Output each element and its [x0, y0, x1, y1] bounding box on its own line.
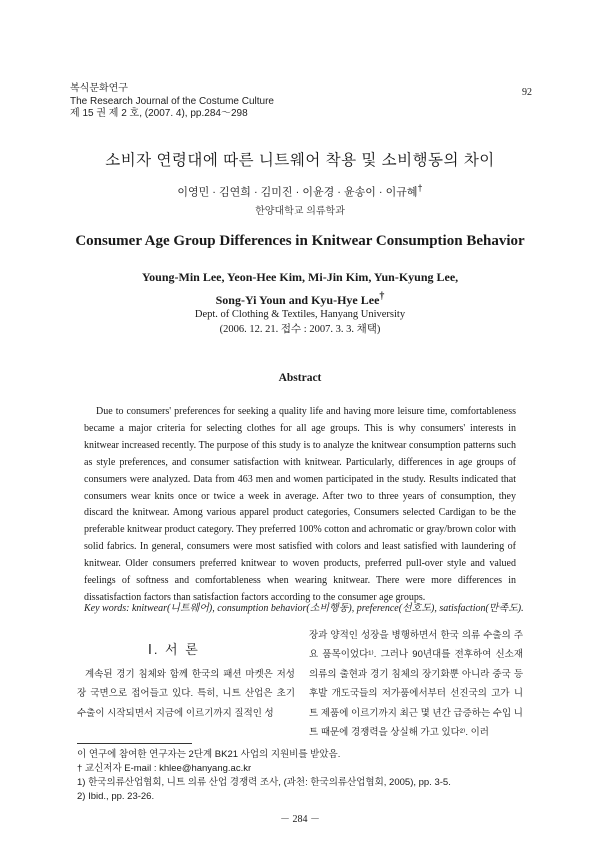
keywords: Key words: knitwear(니트웨어), consumption behavior(소비행동), preference(선호도), satisfaction(만족도). [84, 603, 524, 614]
authors-korean-names: 이영민 · 김연희 · 김미진 · 이윤경 · 윤송이 · 이규혜 [177, 186, 418, 199]
received-accepted-dates: (2006. 12. 21. 접수 : 2007. 3. 3. 채택) [219, 324, 381, 335]
footnote-funding: 이 연구에 참여한 연구자는 2단계 BK21 사업의 지원비를 받았음. [77, 749, 341, 760]
footnote-1: 1) 한국의류산업협회, 니트 의류 산업 경쟁력 조사, (과천: 한국의류산업협회, 2005), pp. 3-5. [77, 777, 451, 788]
footnote-email: † 교신저자 E-mail : khlee@hanyang.ac.kr [77, 763, 252, 774]
authors-english-line2: Song-Yi Youn and Kyu-Hye Lee [215, 293, 380, 307]
affiliation-korean: 한양대학교 의류학과 [255, 206, 345, 217]
authors-korean [0, 183, 600, 200]
footnote-2: 2) Ibid., pp. 23-26. [77, 791, 155, 802]
title-english: Consumer Age Group Differences in Knitwear Consumption Behavior [75, 233, 525, 249]
title-korean: 소비자 연령대에 따른 니트웨어 착용 및 소비행동의 차이 [105, 152, 495, 169]
journal-name-korean: 복식문화연구 [70, 83, 128, 94]
journal-name-english: The Research Journal of the Costume Culture [70, 95, 274, 107]
body-text-right-column: 장과 양적인 성장을 병행하면서 한국 의류 수출의 주요 품목이었다¹⁾. 그러나 90년대를 전후하여 신소재 의류의 출현과 경기 침체의 장기화뿐 아니라 중국 등 후발 개도국들의 저가품에서부터 선진국의 고가 니트 제품에 이르기까지 최근 몇 년간 급증하는 수입 니트 때문에 경쟁력을 상실해 가고 있다²⁾. 이러 [309, 630, 523, 739]
body-text-left-column: 계속된 경기 침체와 함께 한국의 패션 마켓은 저성장 국면으로 접어들고 있다. 특히, 니트 산업은 초기 수출이 시작되면서 지금에 이르기까지 질적인 성 [77, 669, 295, 719]
journal-header [70, 83, 274, 121]
abstract-heading: Abstract [278, 372, 322, 384]
corresponding-mark-en: † [379, 291, 385, 302]
footnote-divider [77, 743, 192, 744]
corresponding-mark: † [417, 183, 423, 193]
section-heading-introduction: Ⅰ. 서 론 [148, 642, 200, 657]
authors-english-line1: Young-Min Lee, Yeon-Hee Kim, Mi-Jin Kim, Yun-Kyung Lee, [141, 270, 459, 284]
affiliation-english-block [0, 307, 600, 337]
authors-english [0, 268, 600, 310]
journal-volume: 제 15 권 제 2 호, (2007. 4), pp.284～298 [70, 108, 248, 119]
footer-page-number: － 284 － [280, 814, 320, 825]
page-number: 92 [522, 87, 532, 98]
abstract-body: Due to consumers' preferences for seeking a quality life and having more leisure time, comfortableness became a major criteria for selecting clothes for all age groups. This is why consumers' interests in knitwear increased recently. The purpose of this study is to analyze the knitwear consumption patterns such as style preferences, and consumer satisfaction with knitwear. Particularly, differences in age groups of consumers were analyzed. Data from 463 men and women participated in the study. Results indicated that consumers wear knits once or twice a week in average. After two to three years of consumption, they discard the knitwear. Among various apparel product categories, Consumers selected Cardigan to be the preferable knitwear product category. They preferred 100% cotton and achromatic or gray/brown color with solid fabrics. In general, consumers were most satisfied with colors and least satisfied with laundering of knitwear. Older consumers preferred knitwear to woven products, preferred pull-over style and valued feelings of softness and comfortableness when wearing knitwear. There were more differences in dissatisfaction factors than satisfaction factors according to the consumer age groups. [84, 406, 516, 603]
affiliation-english: Dept. of Clothing & Textiles, Hanyang University [194, 309, 406, 320]
